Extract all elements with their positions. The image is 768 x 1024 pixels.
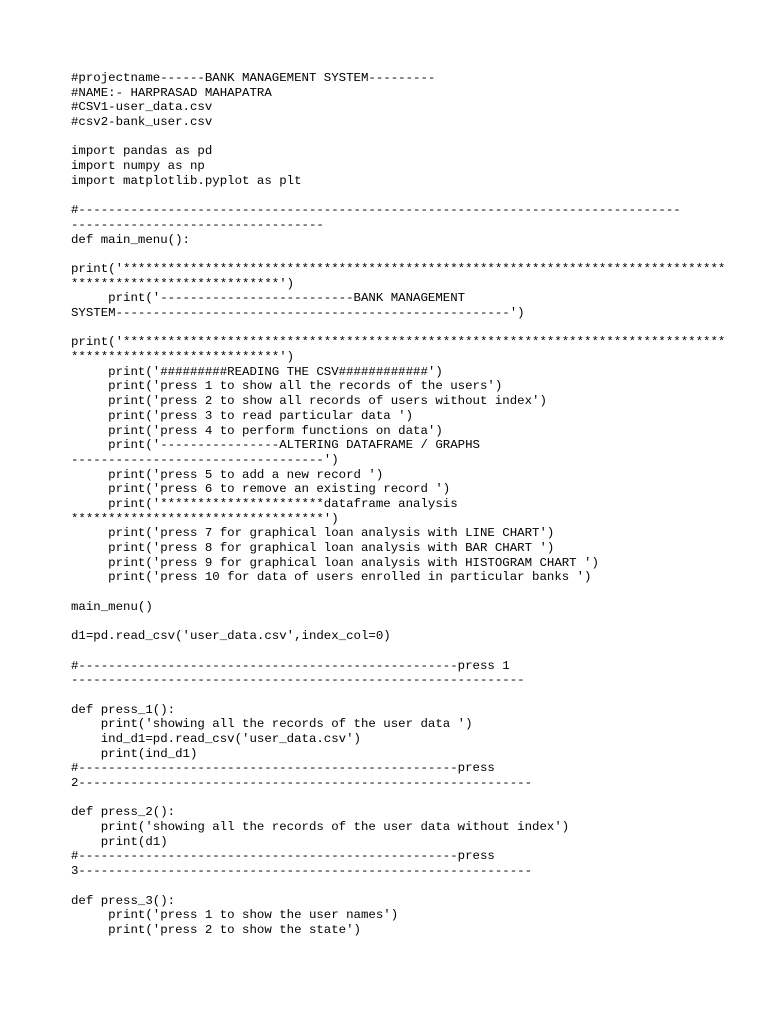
code-line: print('********************************************************************************* xyxy=(71,261,726,276)
code-line: #--------------------------------------------------------------------------------- xyxy=(71,203,681,218)
code-line: print('press 1 to show the user names') xyxy=(71,908,399,923)
code-line: main_menu() xyxy=(71,599,153,614)
code-line: import pandas as pd xyxy=(71,144,213,159)
code-line xyxy=(71,791,761,806)
code-line: ****************************') xyxy=(71,350,295,365)
code-line: print('press 4 to perform functions on data') xyxy=(71,423,443,438)
code-line xyxy=(71,614,761,629)
code-line: ------------------------------------------------------------- xyxy=(71,673,525,688)
code-line: print('press 2 to show the state') xyxy=(71,922,361,937)
code-line: print('press 8 for graphical loan analysis with BAR CHART ') xyxy=(71,541,555,555)
code-line: print('press 1 to show all the records of the users') xyxy=(71,379,503,394)
code-line: d1=pd.read_csv('user_data.csv',index_col=0) xyxy=(71,629,391,644)
code-line: print('showing all the records of the user data without index') xyxy=(71,820,570,835)
code-line: 2------------------------------------------------------------- xyxy=(71,776,533,790)
code-line: #---------------------------------------------------press 1 xyxy=(71,658,510,673)
code-line: ****************************') xyxy=(71,276,295,291)
code-line: #NAME:- HARPRASAD MAHAPATRA xyxy=(71,85,272,100)
code-line: print('press 10 for data of users enrolled in particular banks ') xyxy=(71,570,592,585)
code-line: SYSTEM-----------------------------------------------------') xyxy=(71,306,525,320)
code-line: ind_d1=pd.read_csv('user_data.csv') xyxy=(71,731,361,746)
code-line xyxy=(71,644,761,659)
code-line: #---------------------------------------------------press xyxy=(71,849,495,864)
code-line: def press_2(): xyxy=(71,805,176,820)
code-line: ----------------------------------') xyxy=(71,452,339,467)
code-line: #csv2-bank_user.csv xyxy=(71,115,213,130)
code-line: #---------------------------------------------------press xyxy=(71,761,495,776)
code-line: print('#########READING THE CSV############') xyxy=(71,364,443,379)
code-line: print('showing all the records of the user data ') xyxy=(71,717,473,732)
code-line: import matplotlib.pyplot as plt xyxy=(71,173,302,188)
code-line: print('press 7 for graphical loan analysis with LINE CHART') xyxy=(71,526,555,541)
code-listing xyxy=(71,71,761,938)
code-line xyxy=(71,321,761,336)
code-line: print('press 5 to add a new record ') xyxy=(71,467,384,482)
code-line xyxy=(71,585,761,600)
code-line xyxy=(71,879,761,894)
code-line: print('**********************dataframe analysis xyxy=(71,496,458,511)
code-line xyxy=(71,247,761,262)
code-line: def press_3(): xyxy=(71,893,176,908)
code-line: **********************************') xyxy=(71,511,339,526)
code-line: print('--------------------------BANK MANAGEMENT xyxy=(71,291,466,306)
code-line: print('press 3 to read particular data ') xyxy=(71,408,414,423)
code-line xyxy=(71,130,761,145)
code-line xyxy=(71,688,761,703)
code-line: print(d1) xyxy=(71,834,168,849)
code-line: print('press 6 to remove an existing record ') xyxy=(71,482,451,497)
code-line: print('press 2 to show all records of users without index') xyxy=(71,394,547,409)
code-line: print('press 9 for graphical loan analysis with HISTOGRAM CHART ') xyxy=(71,555,599,570)
code-line: import numpy as np xyxy=(71,159,205,174)
code-line: 3------------------------------------------------------------- xyxy=(71,864,533,879)
code-line: #CSV1-user_data.csv xyxy=(71,100,213,115)
code-line: print('----------------ALTERING DATAFRAME / GRAPHS xyxy=(71,438,480,453)
code-line: ---------------------------------- xyxy=(71,217,324,232)
code-line: #projectname------BANK MANAGEMENT SYSTEM--------- xyxy=(71,71,436,85)
code-line: def main_menu(): xyxy=(71,232,190,247)
code-line: print('********************************************************************************* xyxy=(71,335,726,350)
code-line: print(ind_d1) xyxy=(71,746,198,761)
code-line: def press_1(): xyxy=(71,702,176,717)
code-line xyxy=(71,189,761,204)
